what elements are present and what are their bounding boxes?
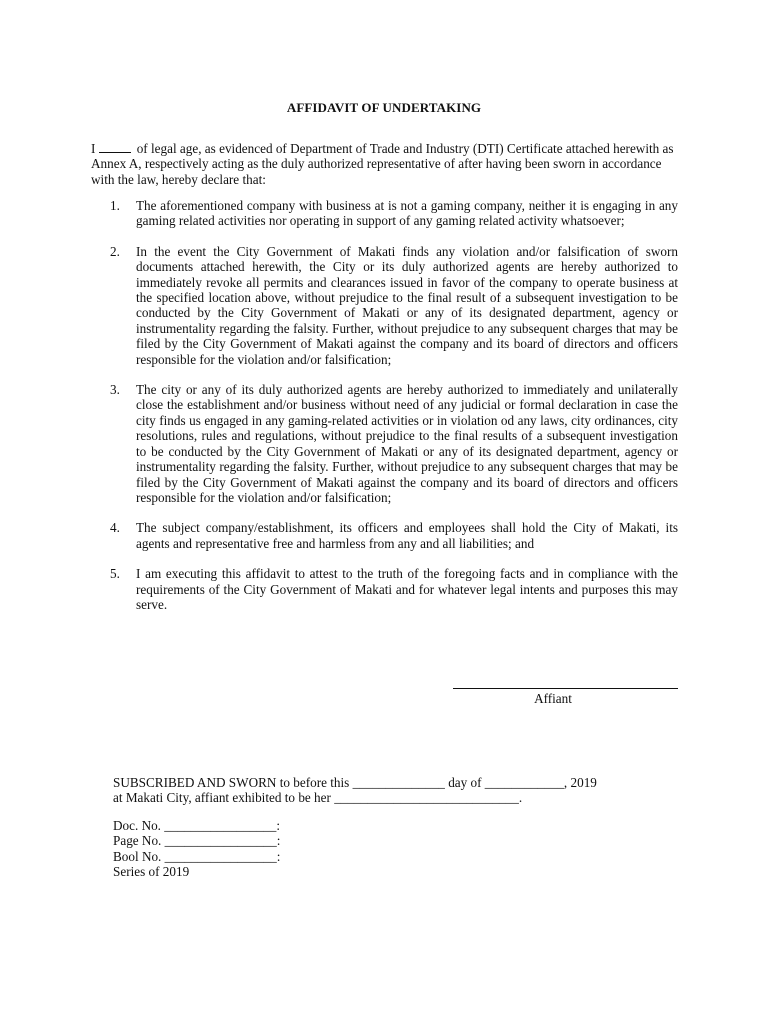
affiant-label: Affiant	[534, 691, 572, 706]
page-number: Page No. _________________:	[113, 833, 281, 849]
document-title: AFFIDAVIT OF UNDERTAKING	[286, 100, 482, 115]
clause-item	[110, 520, 678, 551]
doc-number: Doc. No. _________________:	[113, 818, 281, 833]
book-number: Bool No. _________________:	[113, 848, 281, 864]
intro-rest: herewith as Annex A, respectively acting as the duly authorized representative of after having been sworn in accordance with the law, hereby declare that:	[91, 141, 674, 187]
clause-item	[110, 382, 678, 505]
notarial-block	[113, 818, 413, 880]
clause-list	[110, 198, 678, 612]
clause-number: 5.	[110, 566, 120, 582]
clause-number: 2.	[110, 243, 120, 259]
series-year: Series of 2019	[113, 864, 190, 880]
clause-item	[110, 244, 678, 367]
jurat-block	[113, 775, 693, 806]
intro-pronoun: I	[91, 141, 96, 156]
jurat-line-1: SUBSCRIBED AND SWORN to before this ______________ day of ____________, 2019	[113, 775, 597, 790]
clause-item	[110, 198, 678, 229]
clause-text: The aforementioned company with business at is not a gaming company, neither it is engaging in any gaming related activities nor operating in support of any gaming related activity whatsoever;	[136, 198, 678, 229]
clause-text: In the event the City Government of Makati finds any violation and/or falsification of sworn documents attached herewith, the City or its duly authorized agents are hereby authorized to immediately revoke all permits and clearances issued in favor of the company to operate business at the specified location above, without prejudice to the final result of a subsequent investigation to be conducted by the City Government of Makati or any of its designated department, agency or instrumentality regarding the falsity. Further, without prejudice to any subsequent charges that may be filed by the City Government of Makati against the company and its board of directors and officers responsible for the violation and/or falsification;	[136, 243, 678, 367]
clause-text: The subject company/establishment, its officers and employees shall hold the City of Makati, its agents and representative free and harmless from any and all liabilities; and	[136, 520, 678, 551]
clause-text: I am executing this affidavit to attest to the truth of the foregoing facts and in compliance with the requirements of the City Government of Makati and for whatever legal intents and purposes this may serve.	[136, 566, 678, 612]
clause-number: 3.	[110, 382, 120, 398]
jurat-line-2: at Makati City, affiant exhibited to be her ____________________________.	[113, 790, 523, 806]
clause-item	[110, 566, 678, 612]
clause-text: The city or any of its duly authorized agents are hereby authorized to immediately and unilaterally close the establishment and/or business without need of any judicial or formal declaration in case the city finds us engaged in any gaming-related activities or in violation od any laws, city ordinances, city resolutions, rules and regulations, without prejudice to the final results of a subsequent investigation to be conducted by the City Government of Makati or any of its designated department, agency or instrumentality regarding the falsity. Further, without prejudice to any subsequent charges that may be filed by the City Government of Makati against the company and its board of directors and officers responsible for the violation and/or falsification;	[136, 382, 678, 505]
clause-number: 4.	[110, 520, 120, 536]
intro-line1: of legal age, as evidenced of Department of Trade and Industry (DTI) Certificate attached	[136, 141, 610, 156]
clause-number: 1.	[110, 198, 120, 213]
name-blank	[99, 141, 131, 153]
signature-line	[453, 688, 678, 689]
intro-paragraph	[91, 141, 678, 187]
